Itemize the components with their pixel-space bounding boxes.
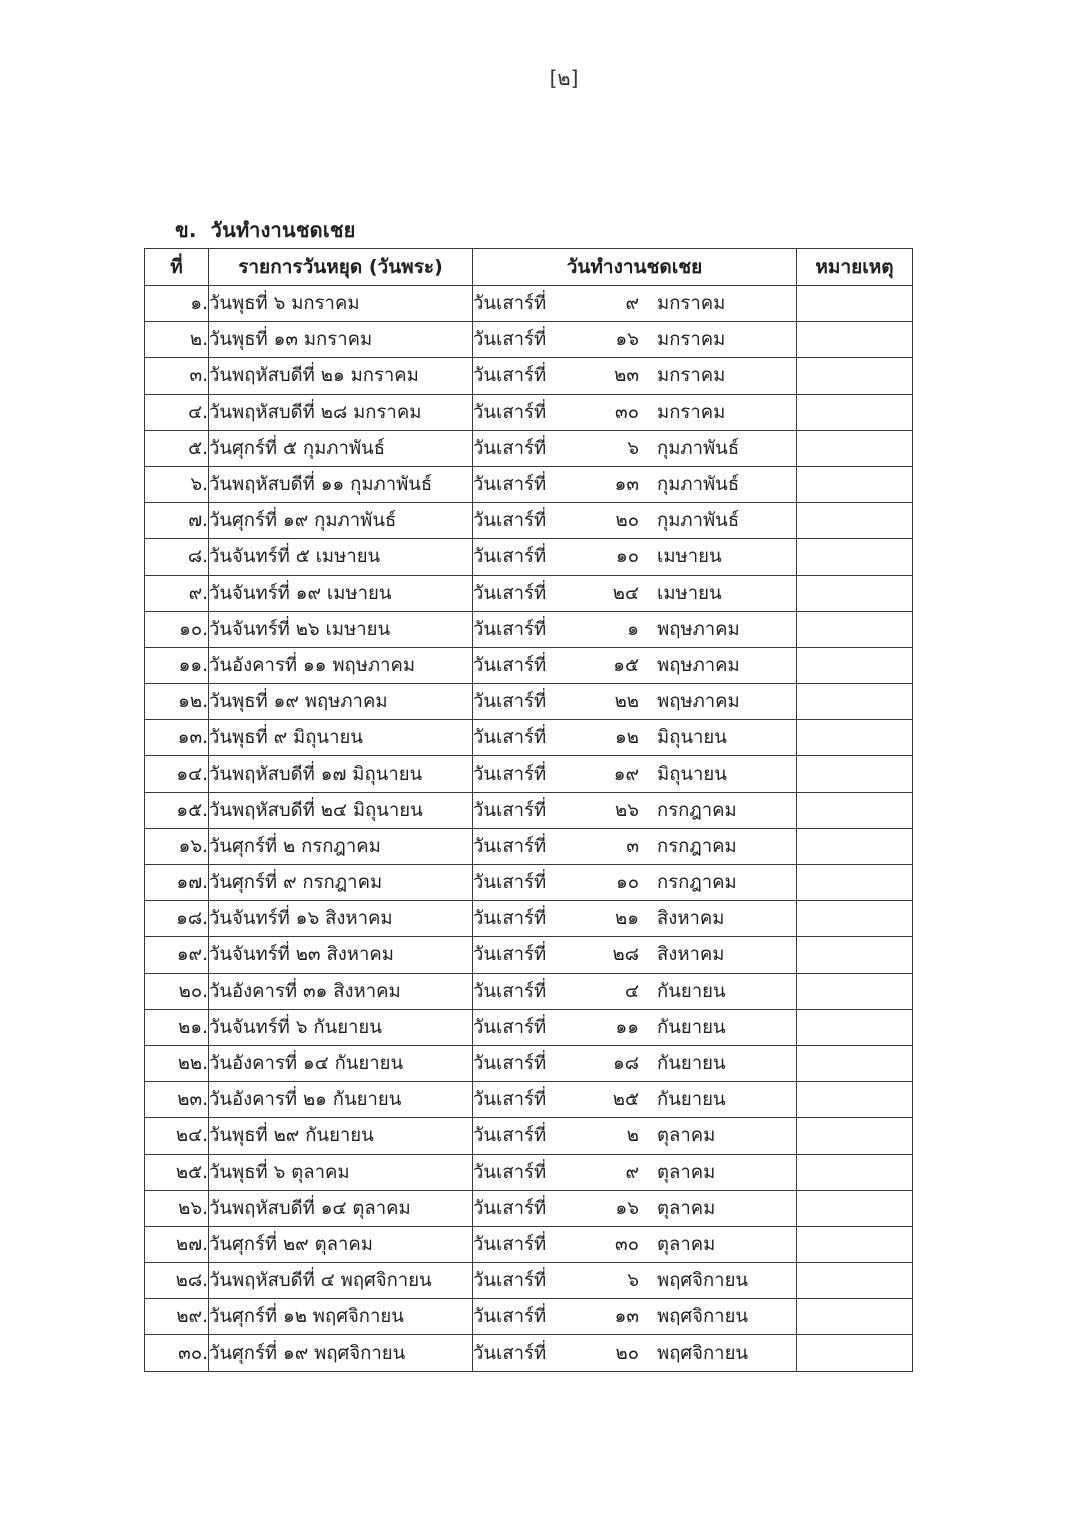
row-number: ๒๒.	[145, 1045, 209, 1081]
workday-cell	[473, 1299, 797, 1335]
table-body	[145, 286, 913, 1372]
workday-month: กรกฎาคม	[657, 835, 737, 857]
row-number: ๒๖.	[145, 1190, 209, 1226]
workday-day: วันเสาร์ที่	[473, 872, 547, 894]
note-cell	[797, 1190, 913, 1226]
workday-day: วันเสาร์ที่	[473, 908, 547, 930]
workday-month: พฤษภาคม	[657, 654, 740, 676]
section-marker: ข.	[175, 218, 197, 242]
workday-date: ๒๖	[615, 799, 639, 821]
workday-cell	[473, 322, 797, 358]
note-cell	[797, 1263, 913, 1299]
note-cell	[797, 973, 913, 1009]
row-number: ๑.	[145, 286, 209, 322]
workday-month: พฤศจิกายน	[657, 1270, 749, 1292]
row-number: ๑๔.	[145, 756, 209, 792]
workday-cell	[473, 792, 797, 828]
workday-day: วันเสาร์ที่	[473, 437, 547, 459]
workday-date: ๖	[627, 437, 639, 459]
workday-cell	[473, 539, 797, 575]
workday-month: กันยายน	[657, 1016, 726, 1038]
workday-day: วันเสาร์ที่	[473, 365, 547, 387]
workday-cell	[473, 1082, 797, 1118]
row-number: ๙.	[145, 575, 209, 611]
holiday-cell: วันพฤหัสบดีที่ ๑๔ ตุลาคม	[209, 1190, 473, 1226]
workday-day: วันเสาร์ที่	[473, 510, 547, 532]
workday-day: วันเสาร์ที่	[473, 474, 547, 496]
workday-month: กุมภาพันธ์	[657, 437, 740, 459]
workday-day: วันเสาร์ที่	[473, 727, 547, 749]
header-workday: วันทำงานชดเชย	[473, 249, 797, 286]
workday-cell	[473, 720, 797, 756]
workday-month: กันยายน	[657, 1089, 726, 1111]
row-number: ๑๗.	[145, 865, 209, 901]
holiday-cell: วันศุกร์ที่ ๑๙ กุมภาพันธ์	[209, 503, 473, 539]
table-row	[145, 1263, 913, 1299]
holiday-cell: วันจันทร์ที่ ๑๙ เมษายน	[209, 575, 473, 611]
row-number: ๑๓.	[145, 720, 209, 756]
holiday-cell: วันพฤหัสบดีที่ ๑๑ กุมภาพันธ์	[209, 466, 473, 502]
workday-date: ๒๕	[612, 1089, 639, 1111]
holiday-cell: วันอังคารที่ ๑๔ กันยายน	[209, 1045, 473, 1081]
workday-month: กุมภาพันธ์	[657, 474, 740, 496]
workday-day: วันเสาร์ที่	[473, 654, 547, 676]
workday-date: ๒๘	[612, 944, 639, 966]
workday-date: ๒๑	[615, 908, 639, 930]
workday-month: ตุลาคม	[657, 1197, 716, 1219]
workday-month: สิงหาคม	[657, 944, 725, 966]
workday-month: กันยายน	[657, 1053, 726, 1075]
table-row	[145, 647, 913, 683]
table-row	[145, 611, 913, 647]
holiday-cell: วันพฤหัสบดีที่ ๒๘ มกราคม	[209, 394, 473, 430]
row-number: ๘.	[145, 539, 209, 575]
row-number: ๒๗.	[145, 1226, 209, 1262]
workday-date: ๑๐	[615, 546, 639, 568]
holiday-cell: วันพฤหัสบดีที่ ๔ พฤศจิกายน	[209, 1263, 473, 1299]
workday-date: ๓๐	[615, 1233, 639, 1255]
table-row	[145, 1190, 913, 1226]
note-cell	[797, 647, 913, 683]
workday-day: วันเสาร์ที่	[473, 763, 547, 785]
workday-cell	[473, 937, 797, 973]
note-cell	[797, 286, 913, 322]
holiday-cell: วันศุกร์ที่ ๙ กรกฎาคม	[209, 865, 473, 901]
row-number: ๑๒.	[145, 684, 209, 720]
holiday-cell: วันพุธที่ ๙ มิถุนายน	[209, 720, 473, 756]
workday-cell	[473, 1335, 797, 1371]
workday-day: วันเสาร์ที่	[473, 835, 547, 857]
holiday-cell: วันจันทร์ที่ ๕ เมษายน	[209, 539, 473, 575]
workday-day: วันเสาร์ที่	[473, 1270, 547, 1292]
workday-month: มกราคม	[657, 293, 726, 315]
workday-day: วันเสาร์ที่	[473, 1016, 547, 1038]
workday-month: พฤษภาคม	[657, 618, 740, 640]
note-cell	[797, 1118, 913, 1154]
workday-day: วันเสาร์ที่	[473, 691, 547, 713]
table-row	[145, 792, 913, 828]
section-heading	[175, 214, 356, 246]
workday-month: กรกฎาคม	[657, 872, 737, 894]
table-row	[145, 539, 913, 575]
workday-day: วันเสาร์ที่	[473, 293, 547, 315]
workday-month: ตุลาคม	[657, 1233, 716, 1255]
workday-date: ๑๒	[615, 727, 639, 749]
workday-day: วันเสาร์ที่	[473, 329, 547, 351]
holiday-cell: วันจันทร์ที่ ๖ กันยายน	[209, 1009, 473, 1045]
workday-date: ๒	[626, 1125, 639, 1147]
workday-date: ๑๙	[613, 763, 639, 785]
note-cell	[797, 394, 913, 430]
workday-day: วันเสาร์ที่	[473, 401, 547, 423]
row-number: ๒๙.	[145, 1299, 209, 1335]
workday-cell	[473, 575, 797, 611]
holiday-cell: วันศุกร์ที่ ๕ กุมภาพันธ์	[209, 430, 473, 466]
workday-date: ๑๓	[614, 1306, 639, 1328]
note-cell	[797, 611, 913, 647]
compensation-workday-table	[144, 248, 913, 1372]
holiday-cell: วันพฤหัสบดีที่ ๒๔ มิถุนายน	[209, 792, 473, 828]
row-number: ๑๐.	[145, 611, 209, 647]
holiday-cell: วันอังคารที่ ๓๑ สิงหาคม	[209, 973, 473, 1009]
row-number: ๒๘.	[145, 1263, 209, 1299]
holiday-cell: วันอังคารที่ ๑๑ พฤษภาคม	[209, 647, 473, 683]
workday-cell	[473, 901, 797, 937]
workday-month: มกราคม	[657, 329, 726, 351]
workday-cell	[473, 647, 797, 683]
row-number: ๒๓.	[145, 1082, 209, 1118]
table-row	[145, 720, 913, 756]
workday-date: ๑๖	[615, 1197, 639, 1219]
workday-date: ๙	[625, 293, 639, 315]
workday-date: ๑๓	[614, 474, 639, 496]
workday-month: มกราคม	[657, 365, 726, 387]
workday-cell	[473, 286, 797, 322]
workday-date: ๑๑	[615, 1016, 639, 1038]
row-number: ๒.	[145, 322, 209, 358]
table-row	[145, 286, 913, 322]
note-cell	[797, 1082, 913, 1118]
section-title: วันทำงานชดเชย	[210, 218, 356, 242]
workday-day: วันเสาร์ที่	[473, 1089, 547, 1111]
table-row	[145, 1045, 913, 1081]
note-cell	[797, 430, 913, 466]
workday-month: กุมภาพันธ์	[657, 510, 740, 532]
workday-day: วันเสาร์ที่	[473, 618, 547, 640]
row-number: ๑๖.	[145, 828, 209, 864]
table-row	[145, 1226, 913, 1262]
workday-month: กันยายน	[657, 980, 726, 1002]
note-cell	[797, 539, 913, 575]
holiday-cell: วันอังคารที่ ๒๑ กันยายน	[209, 1082, 473, 1118]
holiday-cell: วันพุธที่ ๖ มกราคม	[209, 286, 473, 322]
workday-day: วันเสาร์ที่	[473, 546, 547, 568]
workday-cell	[473, 973, 797, 1009]
workday-date: ๑๘	[612, 1053, 639, 1075]
workday-date: ๑๐	[615, 872, 639, 894]
holiday-cell: วันจันทร์ที่ ๑๖ สิงหาคม	[209, 901, 473, 937]
holiday-cell: วันจันทร์ที่ ๒๓ สิงหาคม	[209, 937, 473, 973]
workday-cell	[473, 1263, 797, 1299]
holiday-cell: วันพฤหัสบดีที่ ๒๑ มกราคม	[209, 358, 473, 394]
table-row	[145, 937, 913, 973]
table-row	[145, 1299, 913, 1335]
row-number: ๑๕.	[145, 792, 209, 828]
workday-day: วันเสาร์ที่	[473, 1161, 547, 1183]
note-cell	[797, 1299, 913, 1335]
note-cell	[797, 503, 913, 539]
holiday-cell: วันพุธที่ ๖ ตุลาคม	[209, 1154, 473, 1190]
workday-cell	[473, 1009, 797, 1045]
holiday-cell: วันศุกร์ที่ ๑๒ พฤศจิกายน	[209, 1299, 473, 1335]
header-no: ที่	[145, 249, 209, 286]
workday-month: ตุลาคม	[657, 1161, 716, 1183]
note-cell	[797, 937, 913, 973]
workday-day: วันเสาร์ที่	[473, 980, 547, 1002]
workday-cell	[473, 1118, 797, 1154]
workday-cell	[473, 430, 797, 466]
note-cell	[797, 720, 913, 756]
workday-month: ตุลาคม	[657, 1125, 716, 1147]
row-number: ๒๑.	[145, 1009, 209, 1045]
workday-day: วันเสาร์ที่	[473, 1125, 547, 1147]
note-cell	[797, 901, 913, 937]
workday-date: ๙	[625, 1161, 639, 1183]
workday-date: ๖	[627, 1270, 639, 1292]
table-row	[145, 394, 913, 430]
workday-month: เมษายน	[657, 546, 722, 568]
workday-date: ๒๐	[615, 1342, 639, 1364]
workday-month: พฤษภาคม	[657, 691, 740, 713]
table-row	[145, 1154, 913, 1190]
workday-cell	[473, 828, 797, 864]
note-cell	[797, 756, 913, 792]
workday-cell	[473, 503, 797, 539]
table-row	[145, 322, 913, 358]
note-cell	[797, 865, 913, 901]
workday-month: พฤศจิกายน	[657, 1342, 749, 1364]
workday-day: วันเสาร์ที่	[473, 1233, 547, 1255]
table-row	[145, 684, 913, 720]
holiday-cell: วันพุธที่ ๑๓ มกราคม	[209, 322, 473, 358]
workday-date: ๓	[626, 835, 639, 857]
row-number: ๒๕.	[145, 1154, 209, 1190]
workday-day: วันเสาร์ที่	[473, 944, 547, 966]
note-cell	[797, 358, 913, 394]
holiday-cell: วันศุกร์ที่ ๒ กรกฎาคม	[209, 828, 473, 864]
workday-month: เมษายน	[657, 582, 722, 604]
workday-cell	[473, 1045, 797, 1081]
workday-cell	[473, 1190, 797, 1226]
table-row	[145, 756, 913, 792]
workday-date: ๒๔	[612, 582, 639, 604]
note-cell	[797, 1335, 913, 1371]
holiday-cell: วันพุธที่ ๒๙ กันยายน	[209, 1118, 473, 1154]
table-row	[145, 575, 913, 611]
note-cell	[797, 575, 913, 611]
header-note: หมายเหตุ	[797, 249, 913, 286]
row-number: ๑๘.	[145, 901, 209, 937]
table-row	[145, 1118, 913, 1154]
note-cell	[797, 684, 913, 720]
workday-month: กรกฎาคม	[657, 799, 737, 821]
table-row	[145, 973, 913, 1009]
workday-date: ๒๓	[614, 365, 639, 387]
table-row	[145, 865, 913, 901]
workday-month: มิถุนายน	[657, 763, 727, 785]
workday-date: ๒๐	[615, 510, 639, 532]
row-number: ๖.	[145, 466, 209, 502]
workday-day: วันเสาร์ที่	[473, 799, 547, 821]
workday-cell	[473, 466, 797, 502]
workday-cell	[473, 358, 797, 394]
workday-day: วันเสาร์ที่	[473, 1342, 547, 1364]
note-cell	[797, 466, 913, 502]
workday-date: ๒๒	[614, 691, 639, 713]
workday-day: วันเสาร์ที่	[473, 1053, 547, 1075]
row-number: ๓.	[145, 358, 209, 394]
note-cell	[797, 828, 913, 864]
row-number: ๗.	[145, 503, 209, 539]
row-number: ๒๔.	[145, 1118, 209, 1154]
note-cell	[797, 1226, 913, 1262]
table-row	[145, 430, 913, 466]
table-row	[145, 1082, 913, 1118]
workday-date: ๑๕	[613, 654, 639, 676]
note-cell	[797, 1154, 913, 1190]
workday-date: ๑	[627, 618, 639, 640]
page-number: [๒]	[549, 66, 579, 90]
holiday-cell: วันพฤหัสบดีที่ ๑๗ มิถุนายน	[209, 756, 473, 792]
row-number: ๑๙.	[145, 937, 209, 973]
note-cell	[797, 322, 913, 358]
row-number: ๓๐.	[145, 1335, 209, 1371]
holiday-cell: วันศุกร์ที่ ๑๙ พฤศจิกายน	[209, 1335, 473, 1371]
workday-date: ๔	[624, 980, 639, 1002]
table-row	[145, 901, 913, 937]
holiday-cell: วันพุธที่ ๑๙ พฤษภาคม	[209, 684, 473, 720]
workday-date: ๓๐	[615, 401, 639, 423]
note-cell	[797, 1045, 913, 1081]
table-row	[145, 466, 913, 502]
table-row	[145, 1335, 913, 1371]
row-number: ๔.	[145, 394, 209, 430]
workday-month: มิถุนายน	[657, 727, 727, 749]
workday-cell	[473, 756, 797, 792]
workday-cell	[473, 611, 797, 647]
table-row	[145, 358, 913, 394]
holiday-cell: วันศุกร์ที่ ๒๙ ตุลาคม	[209, 1226, 473, 1262]
workday-month: มกราคม	[657, 401, 726, 423]
workday-cell	[473, 394, 797, 430]
table-header-row	[145, 249, 913, 286]
table-row	[145, 503, 913, 539]
row-number: ๒๐.	[145, 973, 209, 1009]
workday-cell	[473, 865, 797, 901]
row-number: ๑๑.	[145, 647, 209, 683]
table-row	[145, 828, 913, 864]
workday-month: สิงหาคม	[657, 908, 725, 930]
table-row	[145, 1009, 913, 1045]
note-cell	[797, 792, 913, 828]
workday-day: วันเสาร์ที่	[473, 1306, 547, 1328]
workday-cell	[473, 1154, 797, 1190]
workday-date: ๑๖	[615, 329, 639, 351]
header-holiday: รายการวันหยุด (วันพระ)	[209, 249, 473, 286]
workday-day: วันเสาร์ที่	[473, 582, 547, 604]
workday-cell	[473, 684, 797, 720]
workday-month: พฤศจิกายน	[657, 1306, 749, 1328]
workday-cell	[473, 1226, 797, 1262]
holiday-cell: วันจันทร์ที่ ๒๖ เมษายน	[209, 611, 473, 647]
workday-day: วันเสาร์ที่	[473, 1197, 547, 1219]
row-number: ๕.	[145, 430, 209, 466]
note-cell	[797, 1009, 913, 1045]
